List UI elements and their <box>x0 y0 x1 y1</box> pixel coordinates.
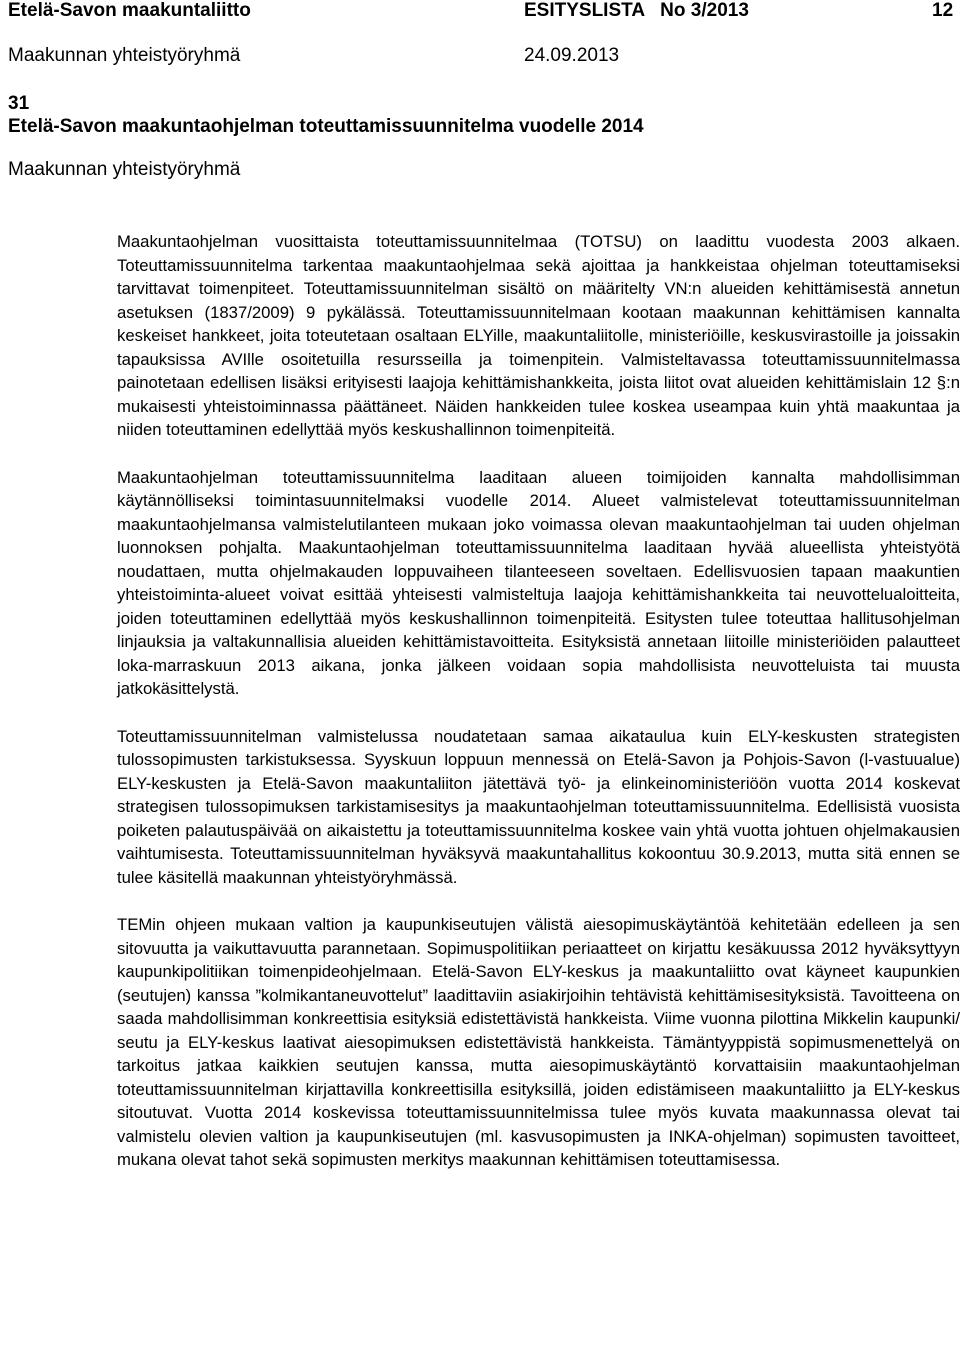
item-title: Etelä-Savon maakuntaohjelman toteuttamissuunnitelma vuodelle 2014 <box>8 116 644 137</box>
paragraph: TEMin ohjeen mukaan valtion ja kaupunkiseutujen välistä aiesopimuskäytäntöä kehitetään edelleen ja sen sitovuutta ja vaikuttavuutta parannetaan. Sopimuspolitiikan periaatteet on kirjattu kesäkuussa 2012 hyväksyttyyn kaupunkipolitiikan toimenpideohjelmaan. Etelä-Savon ELY-keskus ja maakuntaliitto ovat käyneet kaupunkien (seutujen) kanssa ”kolmikantaneuvottelut” laadittaviin asiakirjoihin tehtävistä kehittämisesityksistä. Tavoitteena on saada mahdollisimman konkreettisia esityksiä edistettävistä hankkeista. Viime vuonna pilottina Mikkelin kaupunki/ seutu ja ELY-keskus laativat aiesopimuksen edistettävistä hankkeista. Tämäntyyppistä sopimusmenettelyä on tarkoitus jatkaa kaikkien seutujen kanssa, mutta aiesopimuskäytäntö korvattaisiin maakuntaohjelman toteuttamissuunnitelman kirjattavilla konkreettisilla esityksillä, joiden edistämiseen maakuntaliitto ja ELY-keskus sitoutuvat. Vuotta 2014 koskevissa toteuttamissuunnitelmissa tulee myös kuvata maakunnassa olevat tai valmistelu olevien valtion ja kaupunkiseutujen (ml. kasvusopimusten ja INKA-ohjelman) sopimusten tavoitteet, mukana olevat tahot sekä sopimusten merkitys maakunnan kehittämisen toteuttamisessa. <box>117 915 960 1169</box>
paragraph: Maakuntaohjelman vuosittaista toteuttamissuunnitelmaa (TOTSU) on laadittu vuodesta 2003 alkaen. Toteuttamissuunnitelma tarkentaa maakuntaohjelmaa sekä ajoittaa ja hankkeistaa ohjelman toteuttamiseksi tarvittavat toimenpiteet. Toteuttamissuunnitelman sisältö on määritelty VN:n alueiden kehittämisestä annetun asetuksen (1837/2009) 9 pykälässä. Toteuttamissuunnitelmaan kootaan maakunnan kehittämisen kannalta keskeiset hankkeet, joita toteutetaan osaltaan ELYille, maakuntaliitolle, ministeriöille, keskusvirastoille ja joissakin tapauksissa AVIlle osoitetuilla resursseilla ja toimenpitein. Valmisteltavassa toteuttamissuunnitelmassa painotetaan edellisen lisäksi erityisesti laajoja kehittämishankkeita, joista liitot ovat alueiden kehittämislain 12 §:n mukaisesti yhteistoiminnassa päättäneet. Näiden hankkeiden tulee koskea useampaa kuin yhtä maakuntaa ja niiden toteuttaminen edellyttää myös keskushallinnon toimenpiteitä. <box>117 232 960 439</box>
item-number: 31 <box>8 93 30 114</box>
agenda-label: ESITYSLISTA No 3/2013 <box>524 0 749 21</box>
committee-name: Maakunnan yhteistyöryhmä <box>8 45 241 66</box>
meeting-date: 24.09.2013 <box>524 45 620 66</box>
item-body-name: Maakunnan yhteistyöryhmä <box>8 159 241 180</box>
paragraph: Maakuntaohjelman toteuttamissuunnitelma laaditaan alueen toimijoiden kannalta mahdollisimman käytännölliseksi toimintasuunnitelmaksi vuodelle 2014. Alueet valmistelevat toteuttamissuunnitelman maakuntaohjelmansa valmistelutilanteen mukaan joko voimassa olevan maakuntaohjelman tai uuden ohjelman luonnoksen pohjalta. Maakuntaohjelman toteuttamissuunnitelma laaditaan hyvää alueellista yhteistyötä noudattaen, mutta ohjelmakauden loppuvaiheen tilanteeseen soveltaen. Edellisvuosien tapaan maakuntien yhteistoiminta-alueet voivat esittää yhteisesti valmisteltuja laajoja kehittämishankkeita tai neuvottelualoitteita, joiden toteuttaminen edellyttää myös keskushallinnon toimenpiteitä. Esitysten tulee toteuttaa hallitusohjelman linjauksia ja valtakunnallisia alueiden kehittämistavoitteita. Esityksistä annetaan liitoille ministeriöiden palautteet loka-marraskuun 2013 aikana, jonka jälkeen voidaan sopia mahdollisista neuvotteluista tai muusta jatkokäsittelystä. <box>117 467 960 698</box>
document-body <box>117 230 960 1196</box>
page-header <box>0 0 960 70</box>
agenda-item <box>8 92 948 181</box>
organization-name: Etelä-Savon maakuntaliitto <box>8 0 251 21</box>
page-number: 12 <box>932 0 954 21</box>
paragraph: Toteuttamissuunnitelman valmistelussa noudatetaan samaa aikataulua kuin ELY-keskusten strategisten tulossopimusten tarkistuksessa. Syyskuun loppuun mennessä on Etelä-Savon ja Pohjois-Savon (l-vastuualue) ELY-keskusten ja Etelä-Savon maakuntaliiton jätettävä työ- ja elinkeinoministeriöön vuotta 2014 koskevat strategisen tulossopimuksen tarkistamisesitys ja maakuntaohjelman toteuttamissuunnitelma. Edellisistä vuosista poiketen palautuspäivää on aikaistettu ja toteuttamissuunnitelma koskee vain yhtä vuotta johtuen ohjelmakausien vaihtumisesta. Toteuttamissuunnitelman hyväksyvä maakuntahallitus kokoontuu 30.9.2013, mutta sitä ennen se tulee käsitellä maakunnan yhteistyöryhmässä. <box>117 726 960 887</box>
